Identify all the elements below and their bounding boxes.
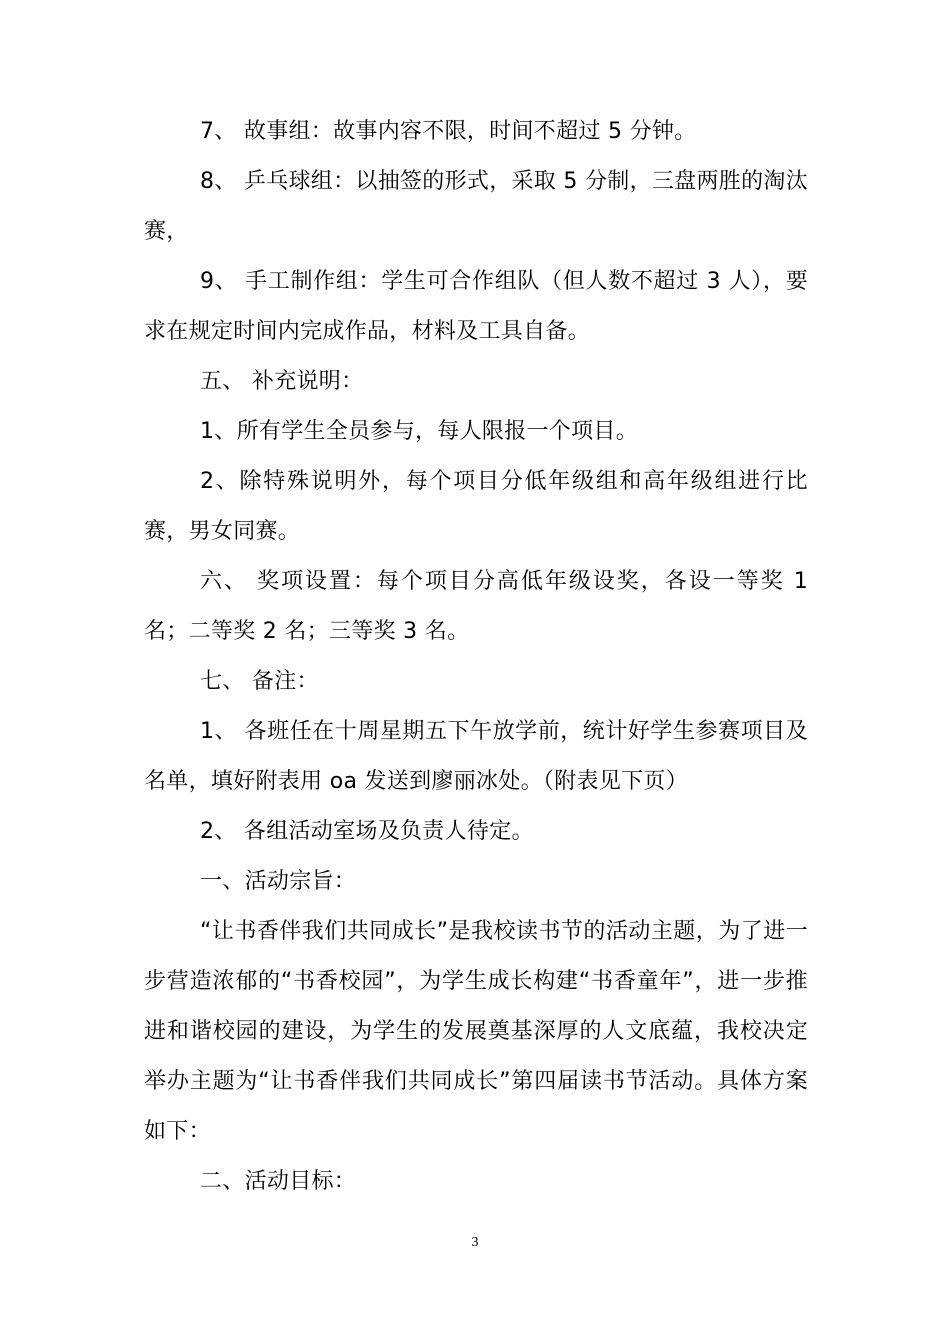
paragraph-activity-purpose: “让书香伴我们共同成长”是我校读书节的活动主题，为了进一步营造浓郁的“书香校园”，为学生成长构建“书香童年”，进一步推进和谐校园的建设，为学生的发展奠基深厚的人文底蕴，我校决定举办主题为“让书香伴我们共同成长”第四届读书节活动。具体方案如下：: [144, 919, 808, 1144]
paragraph-note-2: 2、除特殊说明外，每个项目分低年级组和高年级组进行比赛，男女同赛。: [144, 469, 808, 544]
heading-activity-purpose: 一、活动宗旨：: [200, 869, 357, 894]
paragraph-remark-2: 2、 各组活动室场及负责人待定。: [200, 819, 534, 844]
document-body: [144, 107, 808, 1207]
page-number: 3: [471, 1235, 479, 1250]
paragraph-handcraft-group: 9、 手工制作组：学生可合作组队（但人数不超过 3 人），要求在规定时间内完成作品，材料及工具自备。: [144, 269, 808, 344]
paragraph-remark-1: 1、 各班任在十周星期五下午放学前，统计好学生参赛项目及名单，填好附表用 oa 发送到廖丽冰处。（附表见下页）: [144, 719, 808, 794]
heading-activity-goals: 二、活动目标：: [200, 1169, 357, 1194]
paragraph-table-tennis-group: 8、 乒乓球组：以抽签的形式，采取 5 分制，三盘两胜的淘汰赛，: [144, 169, 808, 244]
heading-remarks: 七、 备注：: [200, 669, 319, 694]
paragraph-note-1: 1、所有学生全员参与，每人限报一个项目。: [200, 419, 638, 444]
heading-supplementary-notes: 五、 补充说明：: [200, 369, 364, 394]
paragraph-awards: 六、 奖项设置：每个项目分高低年级设奖，各设一等奖 1 名；二等奖 2 名；三等奖 3 名。: [144, 569, 808, 644]
paragraph-storytelling-group: 7、 故事组：故事内容不限，时间不超过 5 分钟。: [200, 119, 697, 144]
